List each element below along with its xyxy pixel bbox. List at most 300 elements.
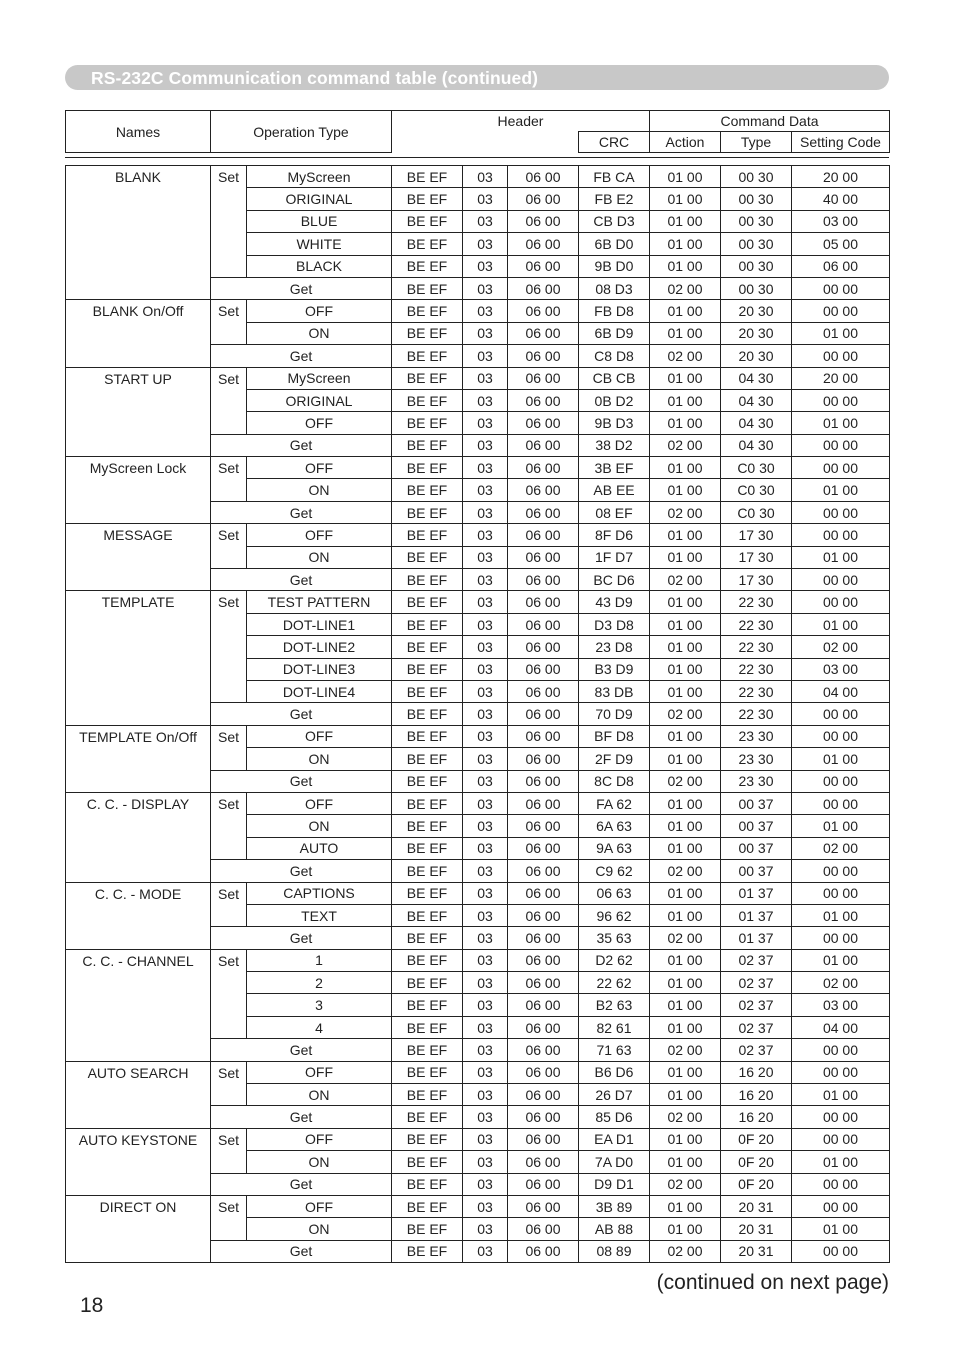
header-byte-2: 03	[463, 658, 508, 680]
action-value: 01 00	[650, 591, 721, 613]
crc-value: FB D8	[579, 300, 650, 322]
get-label: Get	[211, 1039, 392, 1061]
header-byte-1: BE EF	[392, 1151, 463, 1173]
action-value: 02 00	[650, 1240, 721, 1262]
setting-option: OFF	[247, 1128, 392, 1150]
header-byte-2: 03	[463, 770, 508, 792]
crc-value: 35 63	[579, 927, 650, 949]
command-name: C. C. - DISPLAY	[66, 792, 211, 882]
crc-value: EA D1	[579, 1128, 650, 1150]
action-value: 02 00	[650, 1106, 721, 1128]
header-byte-1: BE EF	[392, 322, 463, 344]
header-byte-1: BE EF	[392, 277, 463, 299]
table-row	[66, 457, 890, 479]
type-value: 0F 20	[721, 1128, 792, 1150]
setting-option: OFF	[247, 792, 392, 814]
setting-code-value: 04 00	[792, 1016, 890, 1038]
header-byte-3: 06 00	[508, 748, 579, 770]
header-byte-2: 03	[463, 345, 508, 367]
setting-option: DOT-LINE4	[247, 680, 392, 702]
header-byte-3: 06 00	[508, 233, 579, 255]
type-value: C0 30	[721, 457, 792, 479]
action-value: 01 00	[650, 322, 721, 344]
get-label: Get	[211, 1173, 392, 1195]
action-value: 01 00	[650, 680, 721, 702]
header-byte-3: 06 00	[508, 658, 579, 680]
header-byte-3: 06 00	[508, 434, 579, 456]
table-row	[66, 949, 890, 971]
setting-option: DOT-LINE1	[247, 613, 392, 635]
command-name: TEMPLATE On/Off	[66, 725, 211, 792]
header-byte-2: 03	[463, 1084, 508, 1106]
type-value: 22 30	[721, 658, 792, 680]
header-byte-1: BE EF	[392, 703, 463, 725]
setting-code-value: 00 00	[792, 434, 890, 456]
table-row	[66, 166, 890, 188]
header-byte-2: 03	[463, 636, 508, 658]
type-value: 23 30	[721, 725, 792, 747]
header-byte-2: 03	[463, 882, 508, 904]
header-byte-3: 06 00	[508, 322, 579, 344]
type-value: 04 30	[721, 367, 792, 389]
header-byte-1: BE EF	[392, 860, 463, 882]
action-value: 01 00	[650, 524, 721, 546]
header-byte-3: 06 00	[508, 412, 579, 434]
header-byte-2: 03	[463, 703, 508, 725]
setting-code-value: 02 00	[792, 837, 890, 859]
header-byte-2: 03	[463, 233, 508, 255]
setting-code-value: 00 00	[792, 345, 890, 367]
setting-option: 3	[247, 994, 392, 1016]
header-byte-1: BE EF	[392, 479, 463, 501]
set-label: Set	[211, 725, 247, 770]
setting-code-value: 02 00	[792, 972, 890, 994]
header-byte-2: 03	[463, 546, 508, 568]
table-row	[66, 882, 890, 904]
command-name: AUTO SEARCH	[66, 1061, 211, 1128]
type-value: 01 37	[721, 927, 792, 949]
header-byte-3: 06 00	[508, 1084, 579, 1106]
setting-option: OFF	[247, 524, 392, 546]
command-name: MyScreen Lock	[66, 457, 211, 524]
setting-option: ON	[247, 322, 392, 344]
header-byte-1: BE EF	[392, 636, 463, 658]
setting-option: BLUE	[247, 210, 392, 232]
command-name: DIRECT ON	[66, 1195, 211, 1262]
crc-value: 70 D9	[579, 703, 650, 725]
header-byte-2: 03	[463, 479, 508, 501]
setting-option: ON	[247, 1151, 392, 1173]
header-byte-1: BE EF	[392, 210, 463, 232]
setting-option: ON	[247, 748, 392, 770]
header-byte-1: BE EF	[392, 837, 463, 859]
action-value: 02 00	[650, 277, 721, 299]
type-value: 00 37	[721, 792, 792, 814]
get-label: Get	[211, 501, 392, 523]
set-label: Set	[211, 1128, 247, 1173]
header-byte-2: 03	[463, 501, 508, 523]
crc-value: 6B D9	[579, 322, 650, 344]
command-name: MESSAGE	[66, 524, 211, 591]
action-value: 01 00	[650, 457, 721, 479]
action-value: 01 00	[650, 815, 721, 837]
type-value: 16 20	[721, 1061, 792, 1083]
header-byte-1: BE EF	[392, 972, 463, 994]
type-value: 16 20	[721, 1106, 792, 1128]
set-label: Set	[211, 524, 247, 569]
setting-code-value: 01 00	[792, 546, 890, 568]
action-value: 01 00	[650, 792, 721, 814]
setting-code-value: 05 00	[792, 233, 890, 255]
header-byte-2: 03	[463, 188, 508, 210]
set-label: Set	[211, 300, 247, 345]
setting-option: ORIGINAL	[247, 188, 392, 210]
crc-value: 85 D6	[579, 1106, 650, 1128]
setting-code-value: 00 00	[792, 703, 890, 725]
type-value: 20 31	[721, 1218, 792, 1240]
setting-code-value: 00 00	[792, 860, 890, 882]
page-number: 18	[80, 1294, 104, 1317]
header-byte-3: 06 00	[508, 837, 579, 859]
setting-code-value: 00 00	[792, 277, 890, 299]
get-label: Get	[211, 1240, 392, 1262]
header-byte-1: BE EF	[392, 300, 463, 322]
header-byte-2: 03	[463, 1218, 508, 1240]
header-byte-1: BE EF	[392, 1128, 463, 1150]
setting-code-value: 01 00	[792, 479, 890, 501]
header-byte-1: BE EF	[392, 345, 463, 367]
setting-code-value: 00 00	[792, 1039, 890, 1061]
crc-value: FA 62	[579, 792, 650, 814]
setting-option: OFF	[247, 412, 392, 434]
setting-option: MyScreen	[247, 166, 392, 188]
table-row	[66, 591, 890, 613]
header-byte-3: 06 00	[508, 591, 579, 613]
setting-code-value: 03 00	[792, 210, 890, 232]
header-byte-3: 06 00	[508, 994, 579, 1016]
header-byte-3: 06 00	[508, 815, 579, 837]
header-byte-1: BE EF	[392, 1173, 463, 1195]
header-byte-3: 06 00	[508, 680, 579, 702]
action-value: 01 00	[650, 837, 721, 859]
action-value: 01 00	[650, 412, 721, 434]
action-value: 02 00	[650, 1173, 721, 1195]
crc-value: B6 D6	[579, 1061, 650, 1083]
header-byte-1: BE EF	[392, 815, 463, 837]
setting-code-value: 00 00	[792, 1173, 890, 1195]
crc-value: 6A 63	[579, 815, 650, 837]
crc-value: FB CA	[579, 166, 650, 188]
setting-code-value: 00 00	[792, 725, 890, 747]
setting-option: TEST PATTERN	[247, 591, 392, 613]
action-value: 01 00	[650, 1128, 721, 1150]
header-byte-3: 06 00	[508, 1061, 579, 1083]
header-byte-2: 03	[463, 1173, 508, 1195]
header-byte-2: 03	[463, 166, 508, 188]
header-byte-3: 06 00	[508, 882, 579, 904]
setting-option: TEXT	[247, 904, 392, 926]
command-table-header	[65, 110, 890, 153]
type-value: 22 30	[721, 680, 792, 702]
crc-value: 3B EF	[579, 457, 650, 479]
action-value: 01 00	[650, 613, 721, 635]
action-value: 01 00	[650, 1084, 721, 1106]
setting-code-value: 00 00	[792, 1240, 890, 1262]
table-row	[66, 524, 890, 546]
crc-value: 0B D2	[579, 389, 650, 411]
setting-option: OFF	[247, 1061, 392, 1083]
col-command-data: Command Data	[650, 111, 890, 132]
header-byte-1: BE EF	[392, 233, 463, 255]
header-byte-2: 03	[463, 457, 508, 479]
action-value: 01 00	[650, 546, 721, 568]
crc-value: 08 D3	[579, 277, 650, 299]
setting-option: ON	[247, 1218, 392, 1240]
table-row	[66, 792, 890, 814]
action-value: 02 00	[650, 501, 721, 523]
header-byte-2: 03	[463, 1195, 508, 1217]
header-byte-1: BE EF	[392, 546, 463, 568]
crc-value: FB E2	[579, 188, 650, 210]
header-byte-3: 06 00	[508, 300, 579, 322]
action-value: 02 00	[650, 345, 721, 367]
action-value: 01 00	[650, 725, 721, 747]
setting-option: 2	[247, 972, 392, 994]
action-value: 01 00	[650, 255, 721, 277]
type-value: 00 37	[721, 815, 792, 837]
setting-code-value: 01 00	[792, 949, 890, 971]
header-byte-3: 06 00	[508, 524, 579, 546]
header-byte-3: 06 00	[508, 277, 579, 299]
setting-code-value: 01 00	[792, 412, 890, 434]
setting-option: WHITE	[247, 233, 392, 255]
set-label: Set	[211, 949, 247, 1039]
header-byte-3: 06 00	[508, 1039, 579, 1061]
type-value: C0 30	[721, 479, 792, 501]
header-byte-3: 06 00	[508, 501, 579, 523]
header-byte-1: BE EF	[392, 591, 463, 613]
header-byte-1: BE EF	[392, 949, 463, 971]
action-value: 02 00	[650, 569, 721, 591]
header-byte-3: 06 00	[508, 1106, 579, 1128]
set-label: Set	[211, 457, 247, 502]
header-byte-2: 03	[463, 680, 508, 702]
header-byte-3: 06 00	[508, 904, 579, 926]
set-label: Set	[211, 882, 247, 927]
setting-code-value: 03 00	[792, 994, 890, 1016]
get-label: Get	[211, 277, 392, 299]
command-name: C. C. - MODE	[66, 882, 211, 949]
action-value: 01 00	[650, 1061, 721, 1083]
set-label: Set	[211, 591, 247, 703]
crc-value: D3 D8	[579, 613, 650, 635]
header-byte-1: BE EF	[392, 927, 463, 949]
header-byte-2: 03	[463, 1016, 508, 1038]
crc-value: CB D3	[579, 210, 650, 232]
table-row	[66, 1195, 890, 1217]
crc-value: D2 62	[579, 949, 650, 971]
type-value: 02 37	[721, 972, 792, 994]
setting-code-value: 00 00	[792, 591, 890, 613]
header-byte-2: 03	[463, 524, 508, 546]
header-byte-2: 03	[463, 1106, 508, 1128]
header-byte-2: 03	[463, 210, 508, 232]
section-banner	[65, 65, 889, 90]
action-value: 02 00	[650, 434, 721, 456]
action-value: 01 00	[650, 1218, 721, 1240]
header-byte-1: BE EF	[392, 166, 463, 188]
header-byte-3: 06 00	[508, 725, 579, 747]
header-byte-1: BE EF	[392, 904, 463, 926]
header-byte-3: 06 00	[508, 166, 579, 188]
header-byte-2: 03	[463, 1240, 508, 1262]
action-value: 02 00	[650, 703, 721, 725]
crc-value: B2 63	[579, 994, 650, 1016]
crc-value: BF D8	[579, 725, 650, 747]
header-byte-2: 03	[463, 300, 508, 322]
setting-code-value: 00 00	[792, 524, 890, 546]
crc-value: CB CB	[579, 367, 650, 389]
col-type: Type	[721, 132, 792, 153]
setting-code-value: 20 00	[792, 367, 890, 389]
action-value: 01 00	[650, 949, 721, 971]
crc-value: 9B D3	[579, 412, 650, 434]
crc-value: 08 EF	[579, 501, 650, 523]
action-value: 01 00	[650, 1151, 721, 1173]
type-value: 00 30	[721, 166, 792, 188]
header-byte-1: BE EF	[392, 188, 463, 210]
section-title: RS-232C Communication command table (continued)	[91, 68, 539, 88]
setting-code-value: 01 00	[792, 815, 890, 837]
setting-code-value: 06 00	[792, 255, 890, 277]
header-byte-2: 03	[463, 322, 508, 344]
setting-option: ORIGINAL	[247, 389, 392, 411]
header-byte-2: 03	[463, 569, 508, 591]
type-value: 23 30	[721, 770, 792, 792]
command-table	[65, 165, 890, 1263]
header-byte-2: 03	[463, 1039, 508, 1061]
crc-value: 06 63	[579, 882, 650, 904]
crc-value: 8C D8	[579, 770, 650, 792]
header-byte-1: BE EF	[392, 524, 463, 546]
header-byte-2: 03	[463, 613, 508, 635]
type-value: 00 30	[721, 277, 792, 299]
command-name: BLANK	[66, 166, 211, 300]
table-row	[66, 1128, 890, 1150]
type-value: 22 30	[721, 636, 792, 658]
crc-value: 3B 89	[579, 1195, 650, 1217]
command-name: START UP	[66, 367, 211, 457]
setting-option: ON	[247, 815, 392, 837]
setting-code-value: 20 00	[792, 166, 890, 188]
crc-value: 23 D8	[579, 636, 650, 658]
header-byte-1: BE EF	[392, 613, 463, 635]
header-byte-3: 06 00	[508, 457, 579, 479]
crc-value: 08 89	[579, 1240, 650, 1262]
header-byte-1: BE EF	[392, 1218, 463, 1240]
header-byte-1: BE EF	[392, 367, 463, 389]
crc-value: 82 61	[579, 1016, 650, 1038]
header-byte-1: BE EF	[392, 501, 463, 523]
setting-option: OFF	[247, 300, 392, 322]
command-name: C. C. - CHANNEL	[66, 949, 211, 1061]
get-label: Get	[211, 345, 392, 367]
action-value: 01 00	[650, 994, 721, 1016]
table-row	[66, 367, 890, 389]
col-operation-type: Operation Type	[211, 111, 392, 153]
table-row	[66, 725, 890, 747]
type-value: 02 37	[721, 1039, 792, 1061]
type-value: 00 37	[721, 837, 792, 859]
header-byte-1: BE EF	[392, 994, 463, 1016]
type-value: 20 31	[721, 1240, 792, 1262]
header-byte-1: BE EF	[392, 658, 463, 680]
header-byte-1: BE EF	[392, 569, 463, 591]
set-label: Set	[211, 166, 247, 278]
action-value: 01 00	[650, 904, 721, 926]
command-name: TEMPLATE	[66, 591, 211, 725]
crc-value: 43 D9	[579, 591, 650, 613]
header-byte-1: BE EF	[392, 792, 463, 814]
type-value: 00 30	[721, 188, 792, 210]
setting-option: BLACK	[247, 255, 392, 277]
action-value: 02 00	[650, 1039, 721, 1061]
header-byte-1: BE EF	[392, 1061, 463, 1083]
get-label: Get	[211, 927, 392, 949]
setting-option: ON	[247, 479, 392, 501]
get-label: Get	[211, 770, 392, 792]
header-byte-1: BE EF	[392, 770, 463, 792]
crc-value: 9B D0	[579, 255, 650, 277]
type-value: 17 30	[721, 546, 792, 568]
header-separator	[65, 157, 889, 158]
crc-value: 38 D2	[579, 434, 650, 456]
crc-value: 96 62	[579, 904, 650, 926]
col-header: Header	[392, 111, 650, 132]
table-row	[66, 300, 890, 322]
setting-option: OFF	[247, 457, 392, 479]
header-byte-2: 03	[463, 591, 508, 613]
setting-option: DOT-LINE3	[247, 658, 392, 680]
setting-code-value: 00 00	[792, 770, 890, 792]
get-label: Get	[211, 860, 392, 882]
action-value: 01 00	[650, 166, 721, 188]
header-byte-2: 03	[463, 1061, 508, 1083]
header-byte-2: 03	[463, 255, 508, 277]
setting-code-value: 00 00	[792, 300, 890, 322]
header-byte-1: BE EF	[392, 1106, 463, 1128]
setting-code-value: 01 00	[792, 322, 890, 344]
type-value: 20 30	[721, 322, 792, 344]
header-byte-2: 03	[463, 1151, 508, 1173]
header-byte-3: 06 00	[508, 1173, 579, 1195]
header-byte-2: 03	[463, 277, 508, 299]
table-row	[66, 1061, 890, 1083]
header-byte-2: 03	[463, 367, 508, 389]
setting-code-value: 01 00	[792, 1084, 890, 1106]
header-byte-2: 03	[463, 748, 508, 770]
setting-code-value: 01 00	[792, 613, 890, 635]
header-byte-2: 03	[463, 434, 508, 456]
header-spacer	[392, 132, 579, 153]
setting-code-value: 40 00	[792, 188, 890, 210]
action-value: 02 00	[650, 860, 721, 882]
type-value: 22 30	[721, 703, 792, 725]
continued-note: (continued on next page)	[656, 1271, 889, 1294]
header-byte-2: 03	[463, 927, 508, 949]
setting-code-value: 01 00	[792, 904, 890, 926]
header-byte-1: BE EF	[392, 748, 463, 770]
